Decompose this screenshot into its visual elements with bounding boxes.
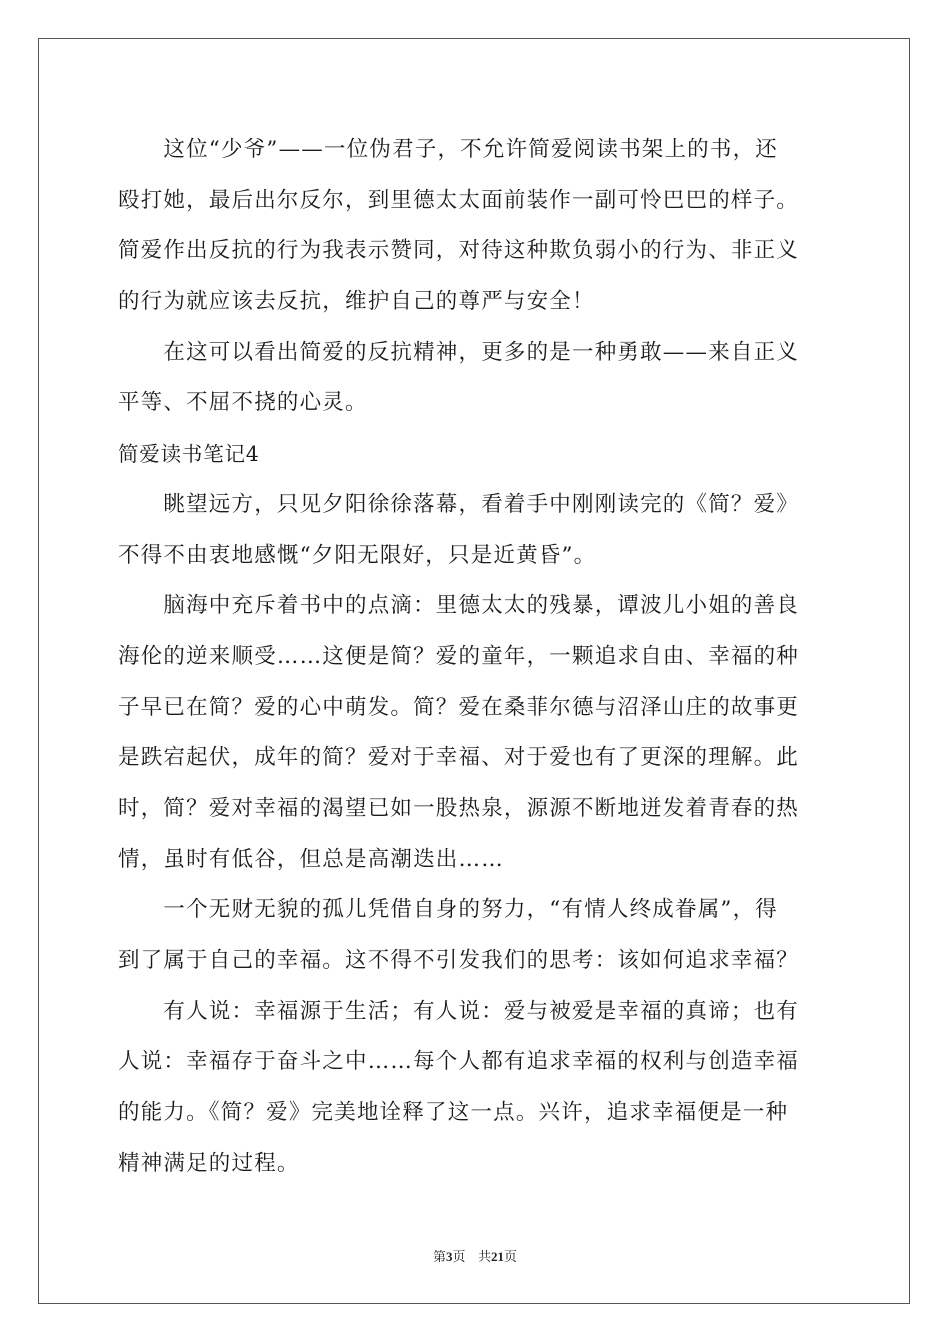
text-line: 平等、不屈不挠的心灵。 xyxy=(118,390,368,416)
text-line: 的能力。《简？爱》完美地诠释了这一点。兴许，追求幸福便是一种 xyxy=(118,1100,789,1126)
text-line: 海伦的逆来顺受……这便是简？爱的童年，一颗追求自由、幸福的种 xyxy=(118,643,800,669)
text-line: 简爱作出反抗的行为我表示赞同，对待这种欺负弱小的行为、非正义 xyxy=(118,238,800,264)
section-heading: 简爱读书笔记4 xyxy=(118,442,260,467)
total-suffix: 页 xyxy=(503,1250,517,1265)
text-line: 到了属于自己的幸福。这不得不引发我们的思考：该如何追求幸福？ xyxy=(118,948,800,973)
page-footer xyxy=(0,1246,950,1265)
text-line: 子早已在简？爱的心中萌发。简？爱在桑菲尔德与沼泽山庄的故事更 xyxy=(118,694,800,720)
text-line: 在这可以看出简爱的反抗精神，更多的是一种勇敢——来自正义 xyxy=(118,339,800,365)
text-line: 情，虽时有低谷，但总是高潮迭出…… xyxy=(118,846,504,872)
text-line: 不得不由衷地感慨“夕阳无限好，只是近黄昏”。 xyxy=(118,542,597,568)
document-body xyxy=(118,125,838,1189)
total-pages: 21 xyxy=(490,1249,504,1264)
text-line: 人说：幸福存于奋斗之中……每个人都有追求幸福的权利与创造幸福 xyxy=(118,1049,800,1075)
text-line: 脑海中充斥着书中的点滴：里德太太的残暴，谭波儿小姐的善良 xyxy=(118,593,800,619)
text-line: 时，简？爱对幸福的渴望已如一股热泉，源源不断地迸发着青春的热 xyxy=(118,795,800,821)
page-prefix: 第 xyxy=(433,1250,447,1265)
text-line: 精神满足的过程。 xyxy=(118,1150,300,1176)
page-suffix: 页 xyxy=(452,1250,466,1265)
text-line: 殴打她，最后出尔反尔，到里德太太面前装作一副可怜巴巴的样子。 xyxy=(118,187,800,213)
total-prefix: 共 xyxy=(477,1250,491,1265)
text-line: 的行为就应该去反抗，维护自己的尊严与安全！ xyxy=(118,289,595,315)
text-line: 一个无财无貌的孤儿凭借自身的努力，“有情人终成眷属”，得 xyxy=(118,897,778,923)
text-line: 是跌宕起伏，成年的简？爱对于幸福、对于爱也有了更深的理解。此 xyxy=(118,745,800,771)
page-number: 3 xyxy=(446,1249,453,1264)
text-line: 眺望远方，只见夕阳徐徐落幕，看着手中刚刚读完的《简？爱》 xyxy=(118,491,800,517)
text-line: 这位“少爷”——一位伪君子，不允许简爱阅读书架上的书，还 xyxy=(118,137,778,162)
text-line: 有人说：幸福源于生活；有人说：爱与被爱是幸福的真谛；也有 xyxy=(118,998,800,1024)
